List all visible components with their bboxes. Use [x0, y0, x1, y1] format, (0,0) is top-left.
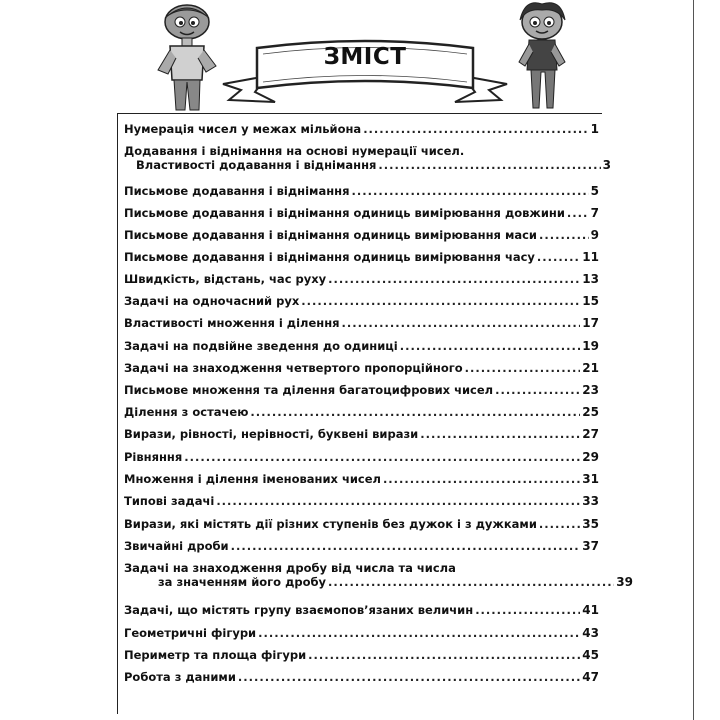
toc-entry[interactable] — [124, 250, 599, 264]
toc-entry-title-line2: Властивості додавання і віднімання — [136, 158, 377, 172]
toc-entry-page: 1 — [590, 122, 599, 136]
toc-entry-title: Рівняння — [124, 450, 183, 464]
toc-entry-title: Звичайні дроби — [124, 539, 229, 553]
toc-entry-page: 47 — [582, 670, 599, 684]
toc-entry-page: 9 — [590, 228, 599, 242]
toc-entry-title: Письмове додавання і віднімання одиниць вимірювання маси — [124, 228, 537, 242]
dot-leader — [495, 383, 580, 397]
toc-entry[interactable] — [124, 450, 599, 464]
toc-entry[interactable] — [124, 405, 599, 419]
toc-entry[interactable] — [124, 383, 599, 397]
toc-entry-title: Швидкість, відстань, час руху — [124, 272, 327, 286]
toc-entry-page: 43 — [582, 626, 599, 640]
toc-entry[interactable] — [124, 272, 599, 286]
toc-entry[interactable] — [124, 339, 599, 353]
toc-entry-page: 5 — [590, 184, 599, 198]
dot-leader — [539, 228, 589, 242]
toc-entry-title: Ділення з остачею — [124, 405, 249, 419]
toc-entry-title-line2: за значенням його дробу — [158, 575, 327, 589]
dot-leader — [400, 339, 581, 353]
toc-entry[interactable] — [124, 184, 599, 198]
dot-leader — [537, 250, 580, 264]
toc-entry-title: Вирази, які містять дії різних ступенів без дужок і з дужками — [124, 517, 537, 531]
toc-entry-title: Письмове множення та ділення багатоцифрових чисел — [124, 383, 494, 397]
toc-entry-title: Властивості множення і ділення — [124, 316, 340, 330]
toc-entry-page: 27 — [582, 427, 599, 441]
dot-leader — [301, 294, 580, 308]
toc-entry[interactable] — [124, 648, 599, 662]
dot-leader — [539, 517, 580, 531]
toc-entry-page: 19 — [582, 339, 599, 353]
toc-entry-title: Письмове додавання і віднімання — [124, 184, 350, 198]
toc-entry[interactable] — [124, 517, 599, 531]
toc-entry[interactable] — [124, 206, 599, 220]
toc-entry-title: Типові задачі — [124, 494, 215, 508]
dot-leader — [328, 272, 580, 286]
toc-entry-page: 23 — [582, 383, 599, 397]
toc-entry[interactable] — [124, 144, 611, 172]
toc-entry[interactable] — [124, 316, 599, 330]
toc-entry-title: Задачі на знаходження четвертого пропорційного — [124, 361, 463, 375]
toc-entry-page: 45 — [582, 648, 599, 662]
dot-leader — [567, 206, 589, 220]
toc-entry[interactable] — [124, 626, 599, 640]
toc-entry-page: 37 — [582, 539, 599, 553]
toc-entry-page: 17 — [582, 316, 599, 330]
toc-entry-page: 15 — [582, 294, 599, 308]
dot-leader — [308, 648, 580, 662]
toc-entry-page: 41 — [582, 603, 599, 617]
dot-leader — [475, 603, 580, 617]
toc-entry-page: 13 — [582, 272, 599, 286]
dot-leader — [465, 361, 581, 375]
toc-entry[interactable] — [124, 427, 599, 441]
toc-entry[interactable] — [124, 494, 599, 508]
toc-entry-title: Задачі на подвійне зведення до одиниці — [124, 339, 398, 353]
toc-entry-page: 7 — [590, 206, 599, 220]
dot-leader — [383, 472, 580, 486]
toc-entry[interactable] — [124, 472, 599, 486]
toc-entry-title: Робота з даними — [124, 670, 236, 684]
toc-entry-page: 25 — [582, 405, 599, 419]
toc-entry[interactable] — [124, 122, 599, 136]
toc-entry-title: Задачі на знаходження дробу від числа та числа — [124, 561, 456, 575]
girl-character-illustration — [505, 0, 580, 112]
dot-leader — [342, 316, 581, 330]
dot-leader — [351, 184, 588, 198]
toc-entry-title: Периметр та площа фігури — [124, 648, 307, 662]
toc-entry-page: 21 — [582, 361, 599, 375]
page-edge — [693, 0, 720, 720]
toc-entry[interactable] — [124, 539, 599, 553]
dot-leader — [363, 122, 588, 136]
toc-entry-title: Задачі, що містять групу взаємопов’язаних величин — [124, 603, 474, 617]
dot-leader — [258, 626, 580, 640]
dot-leader — [420, 427, 580, 441]
toc-entry-title: Нумерація чисел у межах мільйона — [124, 122, 362, 136]
toc-entry-title: Вирази, рівності, нерівності, буквені вирази — [124, 427, 419, 441]
toc-entry[interactable] — [124, 670, 599, 684]
dot-leader — [328, 575, 614, 589]
toc-entry-title: Письмове додавання і віднімання одиниць вимірювання часу — [124, 250, 535, 264]
dot-leader — [250, 405, 580, 419]
dot-leader — [378, 158, 600, 172]
toc-entry-page: 3 — [602, 158, 611, 172]
toc-entry[interactable] — [124, 603, 599, 617]
toc-entry-page: 11 — [582, 250, 599, 264]
toc-entry-page: 31 — [582, 472, 599, 486]
dot-leader — [238, 670, 580, 684]
toc-entry-title: Геометричні фігури — [124, 626, 257, 640]
table-of-contents — [117, 113, 633, 714]
dot-leader — [216, 494, 580, 508]
toc-entry-page: 39 — [616, 575, 633, 589]
toc-entry-title: Задачі на одночасний рух — [124, 294, 300, 308]
toc-entry-page: 29 — [582, 450, 599, 464]
page-title: ЗМІСТ — [323, 44, 407, 70]
toc-entry[interactable] — [124, 361, 599, 375]
dot-leader — [184, 450, 580, 464]
dot-leader — [231, 539, 581, 553]
toc-entry-page: 35 — [582, 517, 599, 531]
toc-entry[interactable] — [124, 228, 599, 242]
toc-entry-title: Додавання і віднімання на основі нумерації чисел. — [124, 144, 465, 158]
toc-entry-title: Множення і ділення іменованих чисел — [124, 472, 381, 486]
toc-entry-title: Письмове додавання і віднімання одиниць вимірювання довжини — [124, 206, 565, 220]
toc-entry[interactable] — [124, 561, 633, 589]
toc-entry[interactable] — [124, 294, 599, 308]
toc-entry-page: 33 — [582, 494, 599, 508]
